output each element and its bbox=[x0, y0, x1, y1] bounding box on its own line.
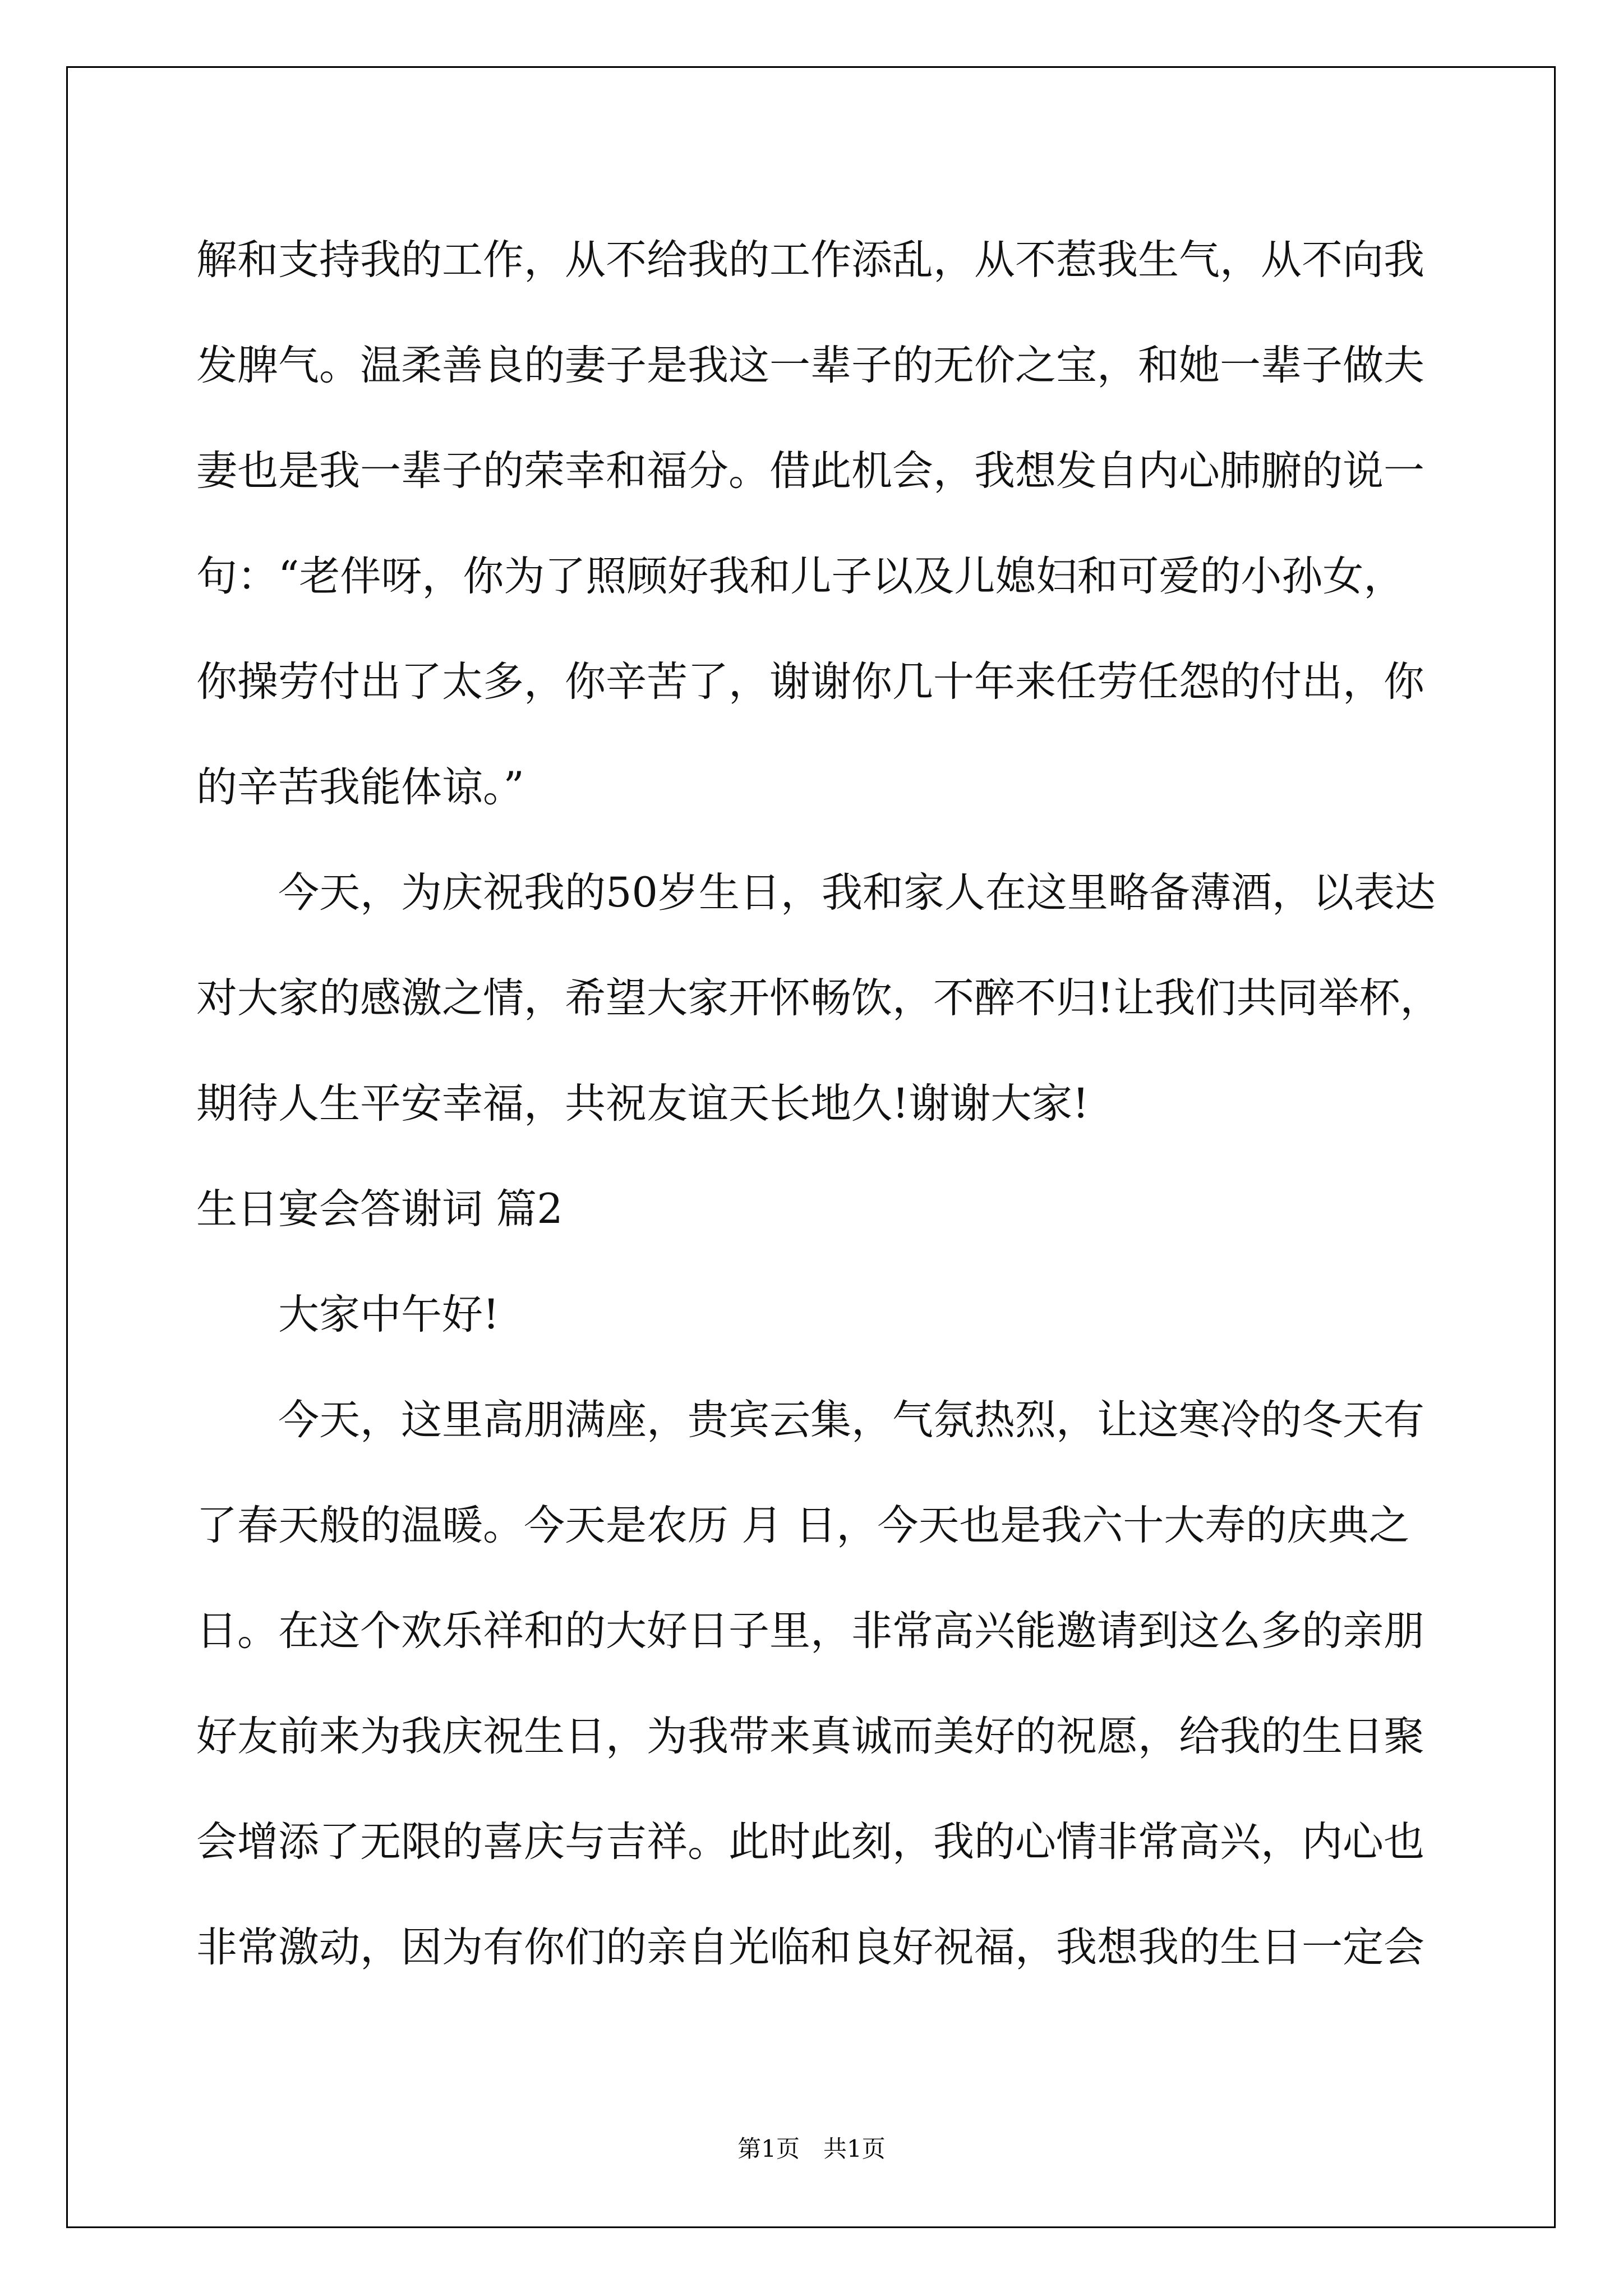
section-heading bbox=[196, 1157, 1475, 1262]
page-footer: 第1页 共1页 bbox=[737, 2135, 886, 2162]
text-line: 期待人生平安幸福，共祝友谊天长地久!谢谢大家! bbox=[196, 1080, 1089, 1128]
text-line: 非常激动，因为有你们的亲自光临和良好祝福，我想我的生日一定会 bbox=[196, 1924, 1424, 1971]
text-line: 了春天般的温暖。今天是农历 月 日，今天也是我六十大寿的庆典之 bbox=[196, 1502, 1410, 1549]
text-line: 今天，这里高朋满座，贵宾云集，气氛热烈，让这寒冷的冬天有 bbox=[278, 1396, 1424, 1444]
text-line: 好友前来为我庆祝生日，为我带来真诚而美好的祝愿，给我的生日聚 bbox=[196, 1713, 1424, 1760]
text-line: 会增添了无限的喜庆与吉祥。此时此刻，我的心情非常高兴，内心也 bbox=[196, 1818, 1424, 1866]
text-line: 的辛苦我能体谅。” bbox=[196, 763, 524, 811]
text-line: 发脾气。温柔善良的妻子是我这一辈子的无价之宝，和她一辈子做夫 bbox=[196, 342, 1424, 389]
text-line: 你操劳付出了太多，你辛苦了，谢谢你几十年来任劳任怨的付出，你 bbox=[196, 658, 1424, 706]
paragraph bbox=[196, 840, 1475, 1157]
text-line: 今天，为庆祝我的50岁生日，我和家人在这里略备薄酒，以表达 bbox=[278, 869, 1436, 917]
paragraph bbox=[196, 1262, 1475, 1368]
paragraph bbox=[196, 208, 1475, 840]
text-line: 对大家的感激之情，希望大家开怀畅饮，不醉不归!让我们共同举杯， bbox=[196, 974, 1441, 1022]
text-line: 句：“老伴呀，你为了照顾好我和儿子以及儿媳妇和可爱的小孙女， bbox=[196, 553, 1405, 600]
paragraph bbox=[196, 1368, 1475, 2000]
text-line: 解和支持我的工作，从不给我的工作添乱，从不惹我生气，从不向我 bbox=[196, 236, 1424, 284]
text-line: 妻也是我一辈子的荣幸和福分。借此机会，我想发自内心肺腑的说一 bbox=[196, 447, 1424, 495]
document-body bbox=[196, 208, 1475, 2000]
heading-text: 生日宴会答谢词 篇2 bbox=[196, 1185, 563, 1233]
text-line: 日。在这个欢乐祥和的大好日子里，非常高兴能邀请到这么多的亲朋 bbox=[196, 1607, 1424, 1655]
text-line: 大家中午好! bbox=[278, 1291, 500, 1338]
